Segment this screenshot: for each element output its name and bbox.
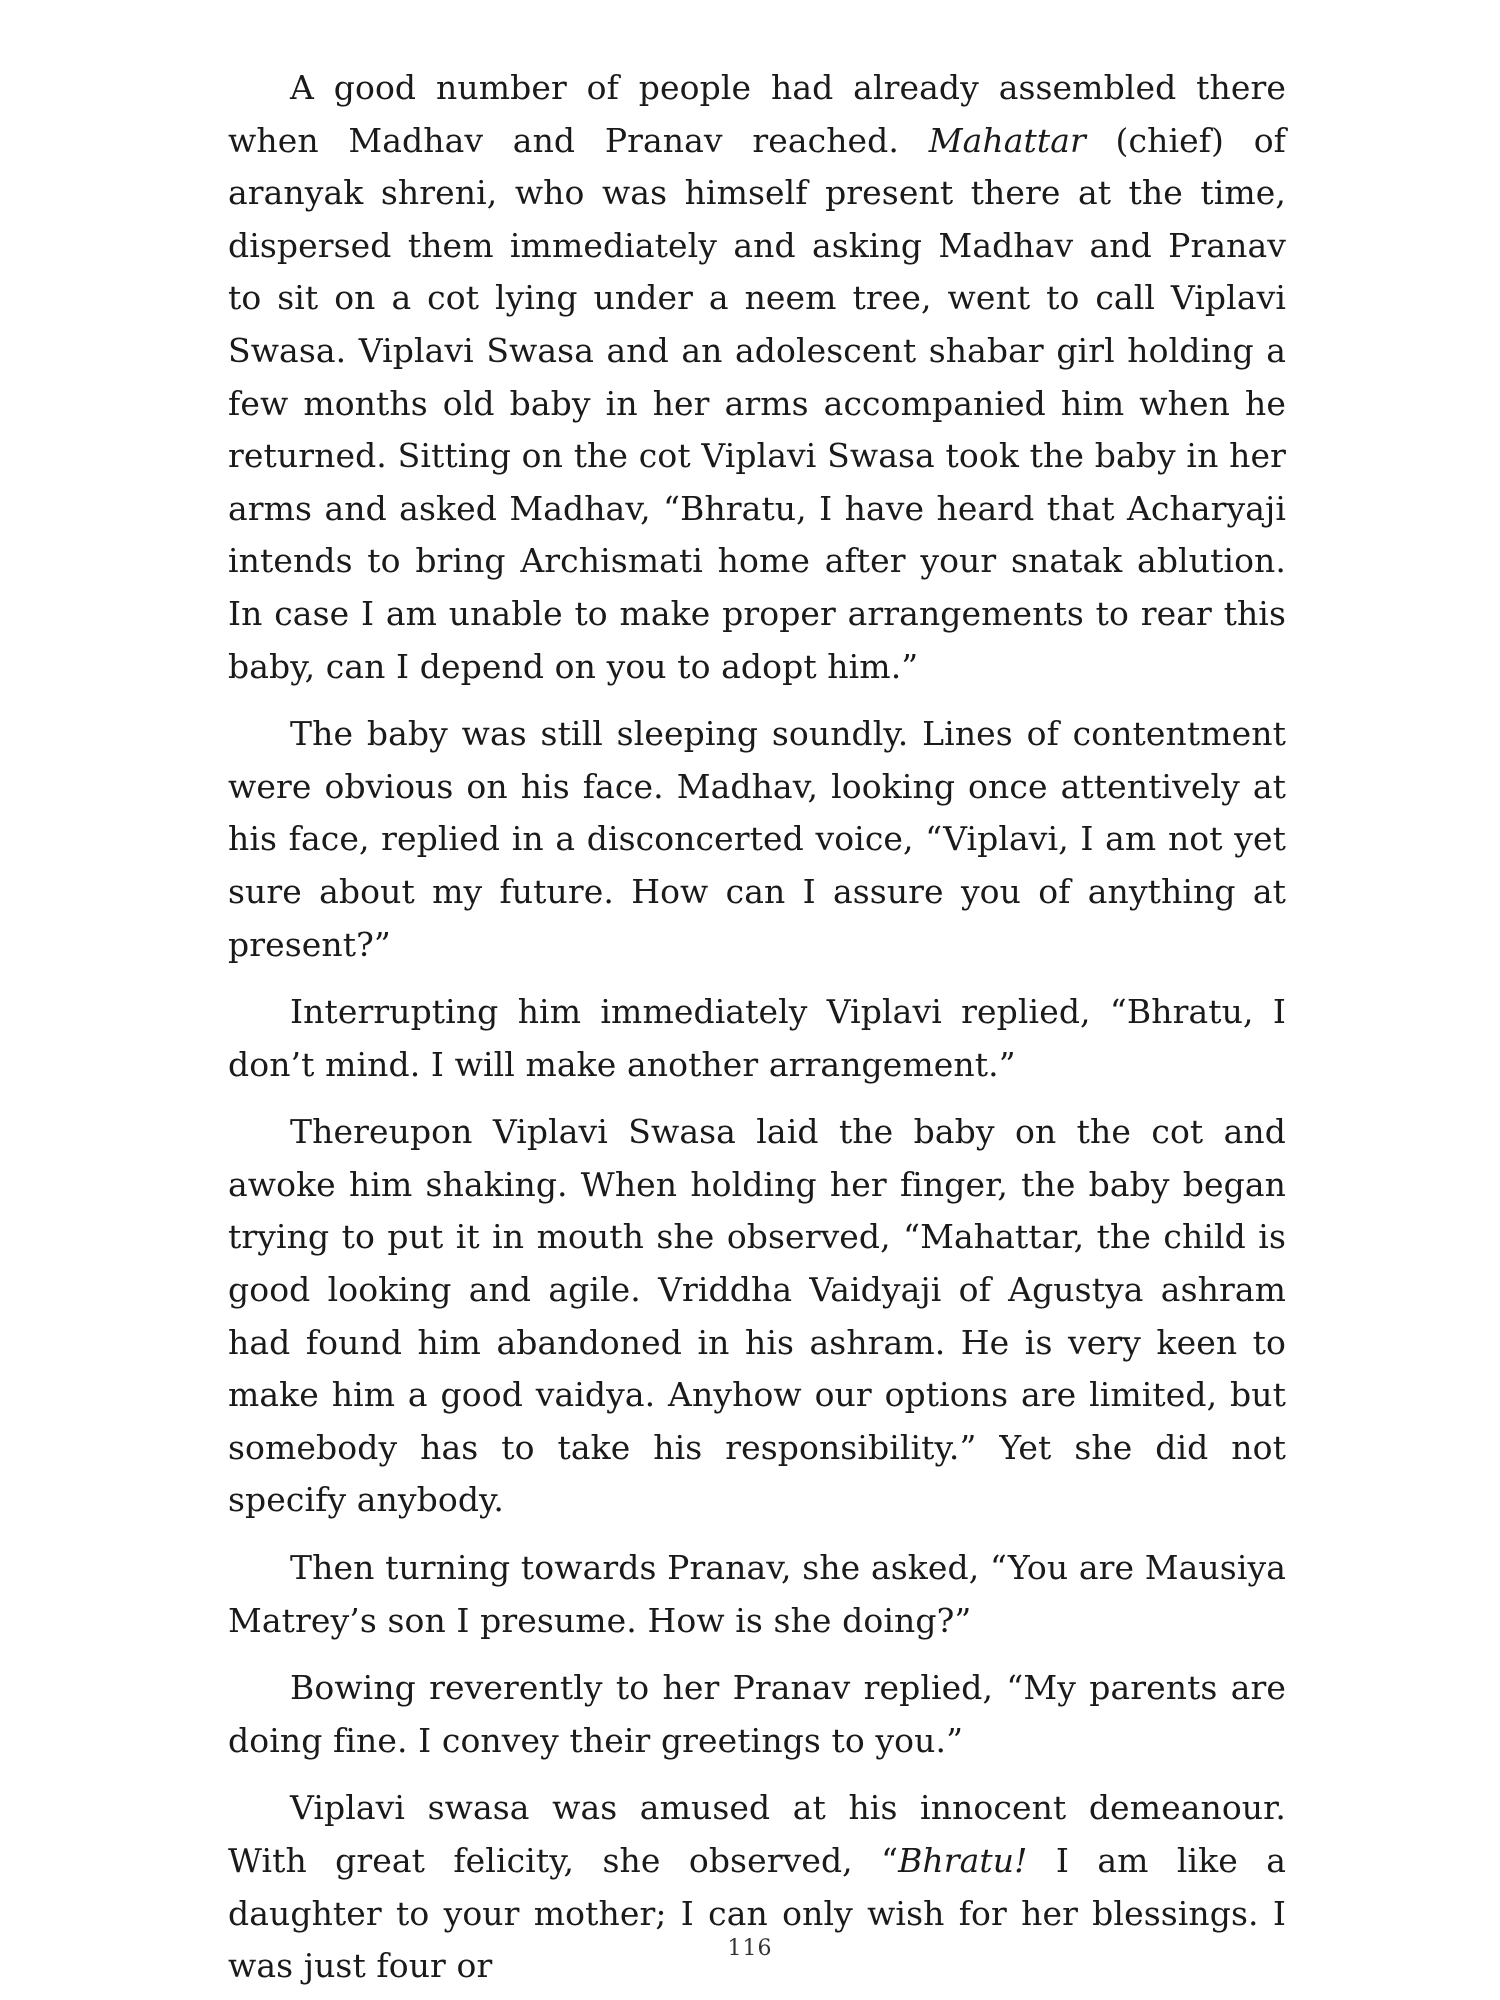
- page-number: 116: [727, 1936, 773, 1961]
- text-run: Viplavi swasa was amused at his innocent demeanour. With great felicity, she observed, “: [228, 1788, 1286, 1880]
- paragraph: [228, 986, 1286, 1091]
- text-run: I am like a daughter to your mother; I can only wish for her blessings. I was just four or: [228, 1841, 1286, 1986]
- italic-text: Bhratu!: [898, 1841, 1028, 1880]
- paragraph: [228, 1542, 1286, 1647]
- text-run: The baby was still sleeping soundly. Lines of contentment were obvious on his face. Madhav, looking once attentively at his face, replied in a disconcerted voice, “Viplavi, I am not yet sure about my future. How can I assure you of anything at present?”: [228, 714, 1286, 964]
- paragraph: [228, 1106, 1286, 1527]
- text-run: Then turning towards Pranav, she asked, “You are Mausiya Matrey’s son I presume. How is she doing?”: [228, 1548, 1286, 1640]
- italic-text: Mahattar: [928, 120, 1086, 160]
- text-run: Thereupon Viplavi Swasa laid the baby on the cot and awoke him shaking. When holding her finger, the baby began trying to put it in mouth she observed, “Mahattar, the child is good looking and agile. Vriddha Vaidyaji of Agustya ashram had found him abandoned in his ashram. He is very keen to make him a good vaidya. Anyhow our options are limited, but somebody has to take his responsibility.” Yet she did not specify anybody.: [228, 1112, 1286, 1520]
- text-run: Interrupting him immediately Viplavi replied, “Bhratu, I don’t mind. I will make another arrangement.”: [228, 992, 1286, 1084]
- text-run: Bowing reverently to her Pranav replied, “My parents are doing fine. I convey their greetings to you.”: [228, 1668, 1286, 1760]
- paragraph: [228, 708, 1286, 971]
- text-run: (chief) of aranyak shreni, who was himself present there at the time, dispersed them immediately and asking Madhav and Pranav to sit on a cot lying under a neem tree, went to call Viplavi Swasa. Viplavi Swasa and an adolescent shabar girl holding a few months old baby in her arms accompanied him when he returned. Sitting on the cot Viplavi Swasa took the baby in her arms and asked Madhav, “Bhratu, I have heard that Acharyaji intends to bring Archismati home after your snatak ablution. In case I am unable to make proper arrangements to rear this baby, can I depend on you to adopt him.”: [228, 120, 1286, 686]
- body-text: [228, 62, 1286, 1993]
- paragraph: [228, 1782, 1286, 1992]
- paragraph: [228, 1662, 1286, 1767]
- text-run: A good number of people had already assembled there when Madhav and Pranav reached.: [228, 68, 1286, 160]
- paragraph: [228, 62, 1286, 693]
